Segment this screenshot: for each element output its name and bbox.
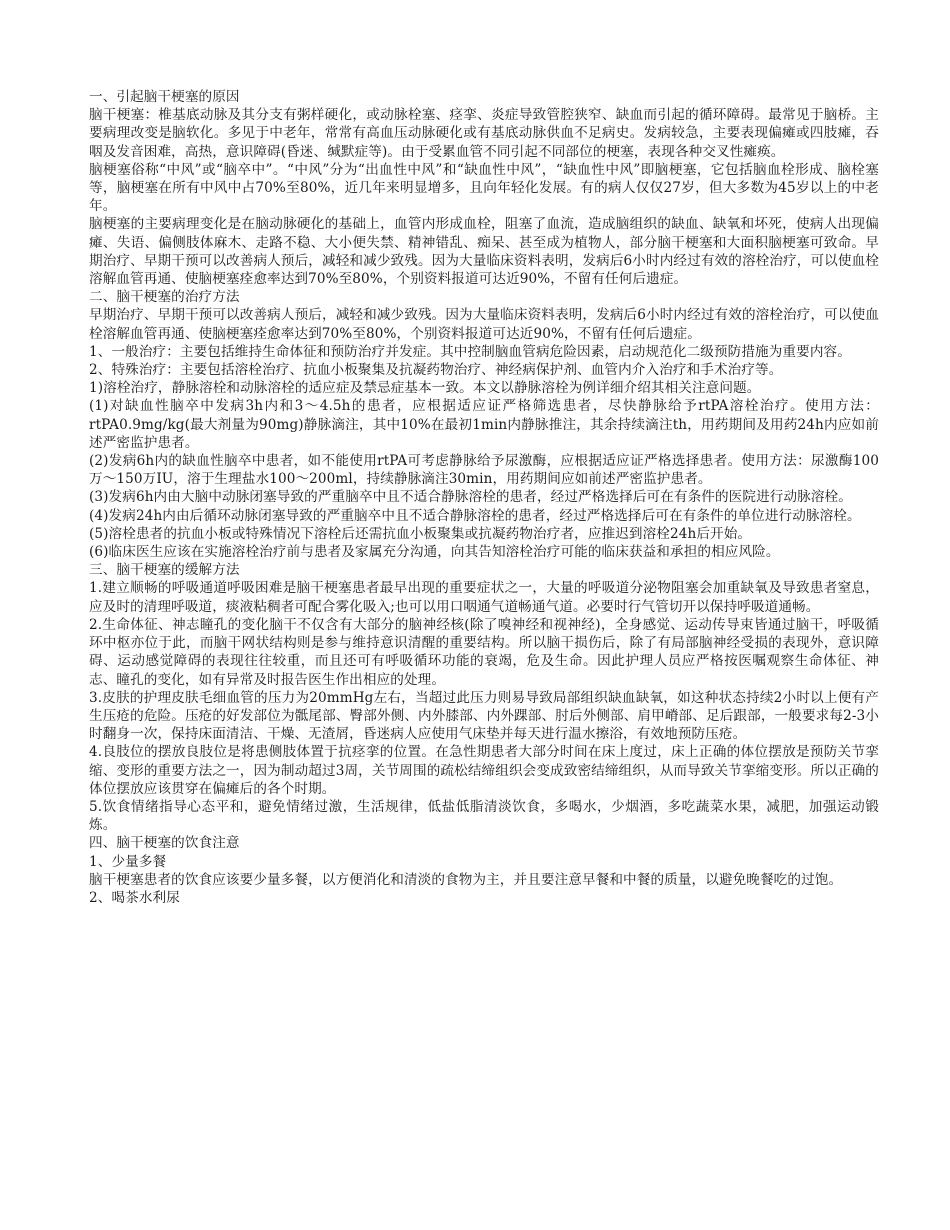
paragraph: 早期治疗、早期干预可以改善病人预后，减轻和减少致残。因为大量临床资料表明，发病后6小时内经过有效的溶栓治疗，可以使血栓溶解血管再通、使脑梗塞痊愈率达到70%至80%，个别资料报道可达近90%，不留有任何后遗症。 [89,307,879,342]
subheading: 1、少量多餐 [89,853,167,870]
paragraph: 2、特殊治疗：主要包括溶栓治疗、抗血小板聚集及抗凝药物治疗、神经病保护剂、血管内介入治疗和手术治疗等。 [89,362,783,379]
paragraph: (1)对缺血性脑卒中发病3h内和3～4.5h的患者，应根据适应证严格筛选患者，尽快静脉给予rtPA溶栓治疗。使用方法：rtPA0.9mg/kg(最大剂量为90mg)静脉滴注，其中10%在最初1min内静脉推注，其余持续滴注th，用药期间及用药24h内应如前述严密监护患者。 [89,398,879,451]
paragraph: 2.生命体征、神志瞳孔的变化脑干不仅含有大部分的脑神经核(除了嗅神经和视神经)，全身感觉、运动传导束皆通过脑干，呼吸循环中枢亦位于此，而脑干网状结构则是参与维持意识清醒的重要结构。所以脑干损伤后，除了有局部脑神经受损的表现外，意识障碍、运动感觉障碍的表现往往较重，而且还可有呼吸循环功能的衰竭，危及生命。因此护理人员应严格按医嘱观察生命体征、神志、瞳孔的变化，如有异常及时报告医生作出相应的处理。 [89,616,879,688]
paragraph: 1、一般治疗：主要包括维持生命体征和预防治疗并发症。其中控制脑血管病危险因素，启动规范化二级预防措施为重要内容。 [89,343,851,360]
paragraph: (3)发病6h内由大脑中动脉闭塞导致的严重脑卒中且不适合静脉溶栓的患者，经过严格选择后可在有条件的医院进行动脉溶栓。 [89,489,852,506]
paragraph: (4)发病24h内由后循环动脉闭塞导致的严重脑卒中且不适合静脉溶栓的患者，经过严格选择后可在有条件的单位进行动脉溶栓。 [89,507,861,524]
section-heading-diet: 四、脑干梗塞的饮食注意 [89,835,240,852]
paragraph: 脑梗塞俗称“中风”或“脑卒中”。“中风”分为“出血性中风”和“缺血性中风”，“缺血性中风”即脑梗塞，它包括脑血栓形成、脑栓塞等，脑梗塞在所有中风中占70%至80%，近几年来明显增多，且向年轻化发展。有的病人仅仅27岁，但大多数为45岁以上的中老年。 [89,161,879,215]
subheading: 2、喝茶水利尿 [89,889,180,906]
paragraph: (5)溶栓患者的抗血小板或特殊情况下溶栓后还需抗血小板聚集或抗凝药物治疗者，应推迟到溶栓24h后开始。 [89,525,752,542]
paragraph: (2)发病6h内的缺血性脑卒中患者，如不能使用rtPA可考虑静脉给予尿激酶，应根据适应证严格选择患者。使用方法：尿激酶100万～150万IU，溶于生理盐水100～200ml，持续静脉滴注30min，用药期间应如前述严密监护患者。 [89,453,879,488]
paragraph: 3.皮肤的护理皮肤毛细血管的压力为20mmHg左右，当超过此压力则易导致局部组织缺血缺氧，如这种状态持续2小时以上便有产生压疮的危险。压疮的好发部位为骶尾部、臀部外侧、内外膝部、内外踝部、肘后外侧部、肩甲嵴部、足后跟部，一般要求每2-3小时翻身一次，保持床面清洁、干燥、无渣屑，昏迷病人应使用气床垫并每天进行温水擦浴，有效地预防压疮。 [89,689,879,743]
paragraph: 1.建立顺畅的呼吸通道呼吸困难是脑干梗塞患者最早出现的重要症状之一，大量的呼吸道分泌物阻塞会加重缺氧及导致患者窒息，应及时的清理呼吸道，痰液粘稠者可配合雾化吸入;也可以用口咽通气道畅通气道。必要时行气管切开以保持呼吸道通畅。 [89,580,879,615]
paragraph: 5.饮食情绪指导心态平和，避免情绪过激，生活规律，低盐低脂清淡饮食，多喝水，少烟酒，多吃蔬菜水果，减肥，加强运动锻炼。 [89,798,879,834]
section-heading-causes: 一、引起脑干梗塞的原因 [89,89,240,105]
section-heading-relief: 三、脑干梗塞的缓解方法 [89,562,240,579]
paragraph: 脑干梗塞：椎基底动脉及其分支有粥样硬化，或动脉栓塞、痉挛、炎症导致管腔狭窄、缺血而引起的循环障碍。最常见于脑桥。主要病理改变是脑软化。多见于中老年，常常有高血压动脉硬化或有基底动脉供血不足病史。发病较急，主要表现偏瘫或四肢瘫，吞咽及发音困难，高热，意识障碍(昏迷、缄默症等)。由于受累血管不同引起不同部位的梗塞，表现各种交叉性瘫痪。 [89,107,879,160]
paragraph: 脑干梗塞患者的饮食应该要少量多餐，以方便消化和清淡的食物为主，并且要注意早餐和中餐的质量，以避免晚餐吃的过饱。 [89,871,843,888]
document-body [89,88,879,907]
paragraph: (6)临床医生应该在实施溶栓治疗前与患者及家属充分沟通，向其告知溶栓治疗可能的临床获益和承担的相应风险。 [89,544,780,561]
paragraph: 脑梗塞的主要病理变化是在脑动脉硬化的基础上，血管内形成血栓，阻塞了血流，造成脑组织的缺血、缺氧和坏死，使病人出现偏瘫、失语、偏侧肢体麻木、走路不稳、大小便失禁、精神错乱、痴呆、甚至成为植物人，部分脑干梗塞和大面积脑梗塞可致命。早期治疗、早期干预可以改善病人预后，减轻和减少致残。因为大量临床资料表明，发病后6小时内经过有效的溶栓治疗，可以使血栓溶解血管再通、使脑梗塞痊愈率达到70%至80%，个别资料报道可达近90%，不留有任何后遗症。 [89,216,879,288]
paragraph: 4.良肢位的摆放良肢位是将患侧肢体置于抗痉挛的位置。在急性期患者大部分时间在床上度过，床上正确的体位摆放是预防关节挛缩、变形的重要方法之一，因为制动超过3周，关节周围的疏松结缔组织会变成致密结缔组织，从而导致关节挛缩变形。所以正确的体位摆放应该贯穿在偏瘫后的各个时期。 [89,744,879,797]
section-heading-treatment: 二、脑干梗塞的治疗方法 [89,289,240,306]
paragraph: 1)溶栓治疗，静脉溶栓和动脉溶栓的适应症及禁忌症基本一致。本文以静脉溶栓为例详细介绍其相关注意问题。 [89,380,761,397]
